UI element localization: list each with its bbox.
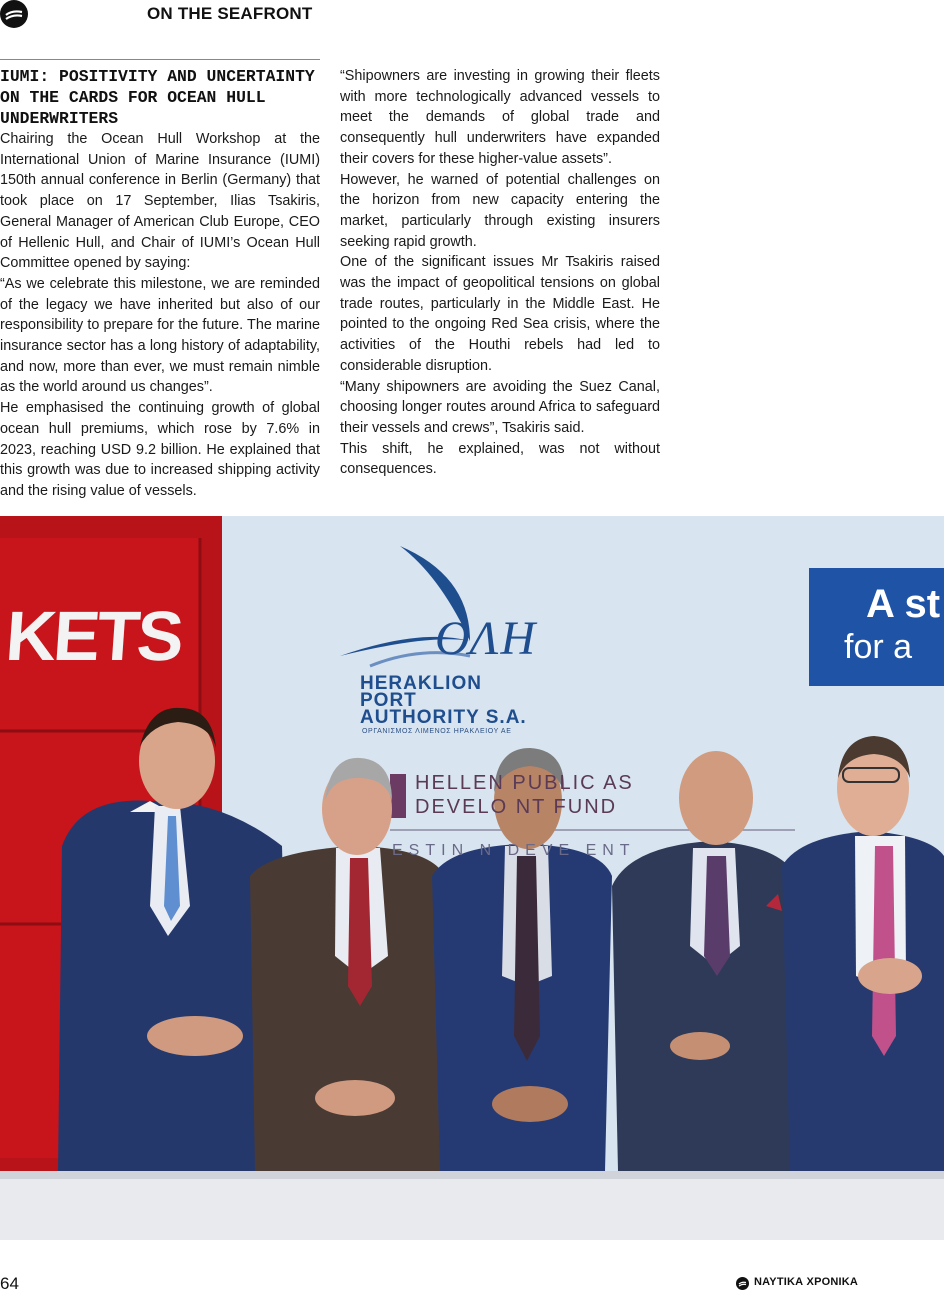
article-right-column — [340, 66, 660, 480]
port-authority-line: HERAKLION — [360, 673, 482, 694]
brand-name: ΝΑΥΤΙΚΑ ΧΡΟΝΙΚΑ — [754, 1276, 859, 1288]
section-divider — [0, 59, 320, 60]
paragraph: “Shipowners are investing in growing their fleets with more technologically advanced vessels to meet the demands of global trade and consequently hull underwriters have expanded their covers for these higher-value assets”. — [340, 68, 660, 167]
event-photo — [0, 516, 944, 1240]
wave-logo-icon — [0, 0, 28, 28]
paragraph: “As we celebrate this milestone, we are reminded of the legacy we have inherited but also of our responsibility to prepare for the future. The marine insurance sector has a long history of adaptability, and now, more than ever, we must remain nimble as the world around us changes”. — [0, 275, 320, 396]
fund-logo-line: DEVELO NT FUND — [415, 796, 618, 818]
wave-logo-icon — [736, 1277, 749, 1290]
paragraph: He emphasised the continuing growth of global ocean hull premiums, which rose by 7.6% in 2023, reaching USD 9.2 billion. He explained that this growth was due to increased shipping activity and the rising value of vessels. — [0, 400, 320, 499]
fund-logo-line: HELLEN PUBLIC AS — [415, 772, 634, 794]
paragraph: One of the significant issues Mr Tsakiris raised was the impact of geopolitical tensions on global trade routes, particularly in the Middle East. He pointed to the ongoing Red Sea crisis, where the activities of the Houthi rebels had led to considerable disruption. — [340, 254, 660, 374]
banner-line: A st — [866, 582, 941, 626]
ola-logo-word: ΟΛΗ — [435, 612, 538, 665]
paragraph: Chairing the Ocean Hull Workshop at the International Union of Marine Insurance (IUMI) 150th annual conference in Berlin (Germany) that took place on 17 September, Ilias Tsakiris, General Manager of American Club Europe, CEO of Hellenic Hull, and Chair of IUMI’s Ocean Hull Committee opened by saying: — [0, 131, 320, 272]
fund-logo-mark — [390, 774, 406, 818]
article-headline: IUMI: POSITIVITY AND UNCERTAINTY ON THE CARDS FOR OCEAN HULL UNDERWRITERS — [0, 67, 315, 128]
fund-logo-line: ESTIN N DEVE ENT — [392, 842, 636, 859]
paragraph: “Many shipowners are avoiding the Suez Canal, choosing longer routes around Africa to safeguard their vessels and crews”, Tsakiris said. — [340, 378, 660, 436]
article-left-column — [0, 129, 320, 502]
section-label: ON THE SEAFRONT — [147, 4, 313, 23]
stage-floor — [0, 1171, 944, 1240]
banner-line: for a — [844, 628, 913, 666]
paragraph: However, he warned of potential challenges on the horizon from new capacity entering the market, particularly through existing insurers seeking rapid growth. — [340, 171, 660, 250]
port-authority-line: PORT — [360, 690, 417, 711]
page-number: 64 — [0, 1274, 19, 1293]
port-authority-subtitle: ΟΡΓΑΝΙΣΜΟΣ ΛΙΜΕΝΟΣ ΗΡΑΚΛΕΙΟΥ ΑΕ — [362, 728, 512, 735]
port-authority-line: AUTHORITY S.A. — [360, 707, 527, 728]
sign-text: KETS — [3, 597, 184, 675]
paragraph: This shift, he explained, was not without consequences. — [340, 440, 660, 478]
